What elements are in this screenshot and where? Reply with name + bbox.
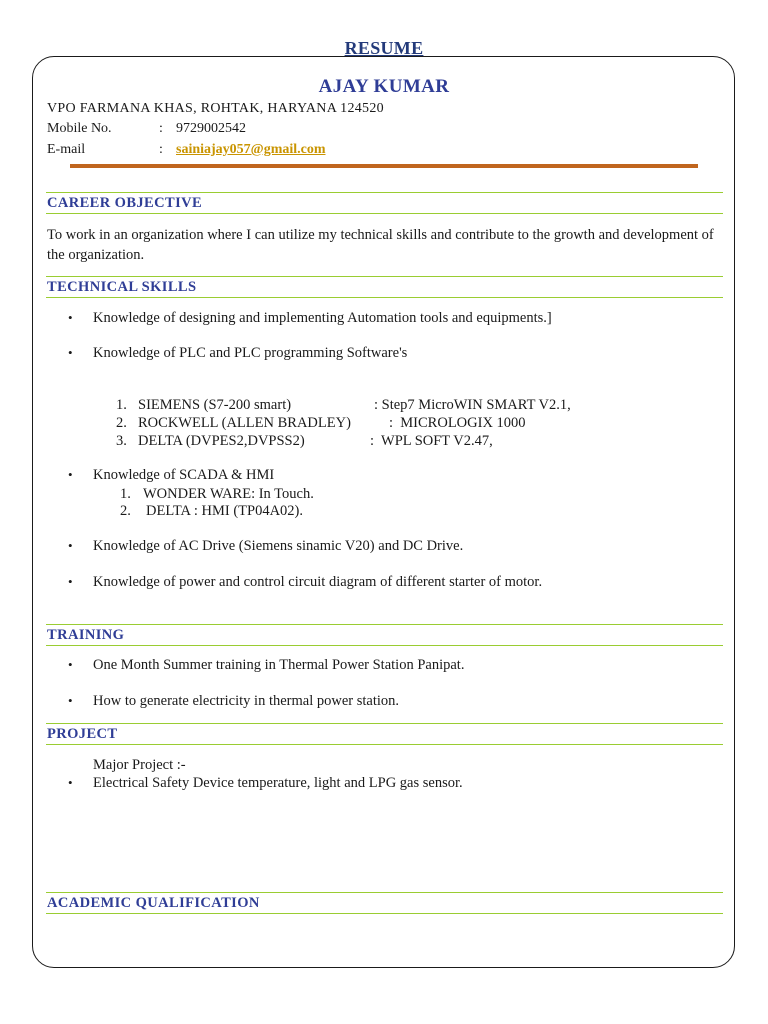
project-heading: PROJECT	[46, 723, 723, 745]
plc-item-name: ROCKWELL (ALLEN BRADLEY)	[138, 415, 351, 431]
training-bullet-summer	[68, 656, 718, 674]
scada-item-number: 2.	[120, 503, 131, 519]
bullet-glyph: •	[68, 775, 73, 790]
skill-text: Knowledge of PLC and PLC programming Software's	[93, 345, 408, 361]
bullet-glyph: •	[68, 467, 73, 482]
mobile-separator: :	[159, 121, 163, 136]
career-objective-heading: CAREER OBJECTIVE	[46, 192, 723, 214]
contact-address: VPO FARMANA KHAS, ROHTAK, HARYANA 124520	[47, 101, 384, 116]
bullet-glyph: •	[68, 574, 73, 589]
project-bullet	[68, 774, 718, 792]
plc-item-software: : WPL SOFT V2.47,	[370, 433, 493, 449]
bullet-glyph: •	[68, 310, 73, 325]
header-divider	[70, 164, 698, 168]
plc-item-name: SIEMENS (S7-200 smart)	[138, 397, 292, 413]
scada-item-text: WONDER WARE: In Touch.	[143, 486, 314, 502]
skill-text: Knowledge of SCADA & HMI	[93, 467, 275, 483]
skill-bullet-scada	[68, 466, 718, 484]
skill-text: Knowledge of power and control circuit diagram of different starter of motor.	[93, 574, 543, 590]
plc-item-number: 2.	[116, 415, 127, 431]
plc-item-number: 3.	[116, 433, 127, 449]
project-text: Electrical Safety Device temperature, light and LPG gas sensor.	[93, 775, 463, 791]
bullet-glyph: •	[68, 345, 73, 360]
document-title: RESUME	[344, 38, 424, 58]
academic-qualification-heading: ACADEMIC QUALIFICATION	[46, 892, 723, 914]
training-text: One Month Summer training in Thermal Power Station Panipat.	[93, 657, 465, 673]
mobile-label: Mobile No.	[47, 121, 112, 136]
contact-mobile	[47, 121, 246, 137]
email-separator: :	[159, 142, 163, 157]
skill-bullet-automation	[68, 309, 718, 327]
candidate-name: AJAY KUMAR	[318, 76, 450, 97]
training-bullet-electricity	[68, 692, 718, 710]
skill-bullet-plc	[68, 344, 718, 362]
bullet-glyph: •	[68, 657, 73, 672]
project-intro: Major Project :-	[93, 757, 186, 773]
skill-bullet-drives	[68, 537, 718, 555]
plc-item-name: DELTA (DVPES2,DVPSS2)	[138, 433, 305, 449]
mobile-value: 9729002542	[176, 121, 246, 136]
training-heading: TRAINING	[46, 624, 723, 646]
technical-skills-heading: TECHNICAL SKILLS	[46, 276, 723, 298]
training-text: How to generate electricity in thermal power station.	[93, 693, 400, 709]
email-link[interactable]: sainiajay057@gmail.com	[176, 142, 326, 157]
bullet-glyph: •	[68, 538, 73, 553]
contact-email	[47, 142, 326, 158]
email-label: E-mail	[47, 142, 86, 157]
skill-bullet-circuits	[68, 573, 718, 591]
plc-item-number: 1.	[116, 397, 127, 413]
skill-text: Knowledge of AC Drive (Siemens sinamic V20) and DC Drive.	[93, 538, 464, 554]
bullet-glyph: •	[68, 693, 73, 708]
plc-item-software: : Step7 MicroWIN SMART V2.1,	[374, 397, 571, 413]
plc-item-software: : MICROLOGIX 1000	[389, 415, 526, 431]
scada-item-text: DELTA : HMI (TP04A02).	[146, 503, 303, 519]
skill-text: Knowledge of designing and implementing Automation tools and equipments.]	[93, 310, 552, 326]
career-objective-text: To work in an organization where I can utilize my technical skills and contribute to the growth and development of the organization.	[47, 227, 714, 263]
scada-item-number: 1.	[120, 486, 131, 502]
